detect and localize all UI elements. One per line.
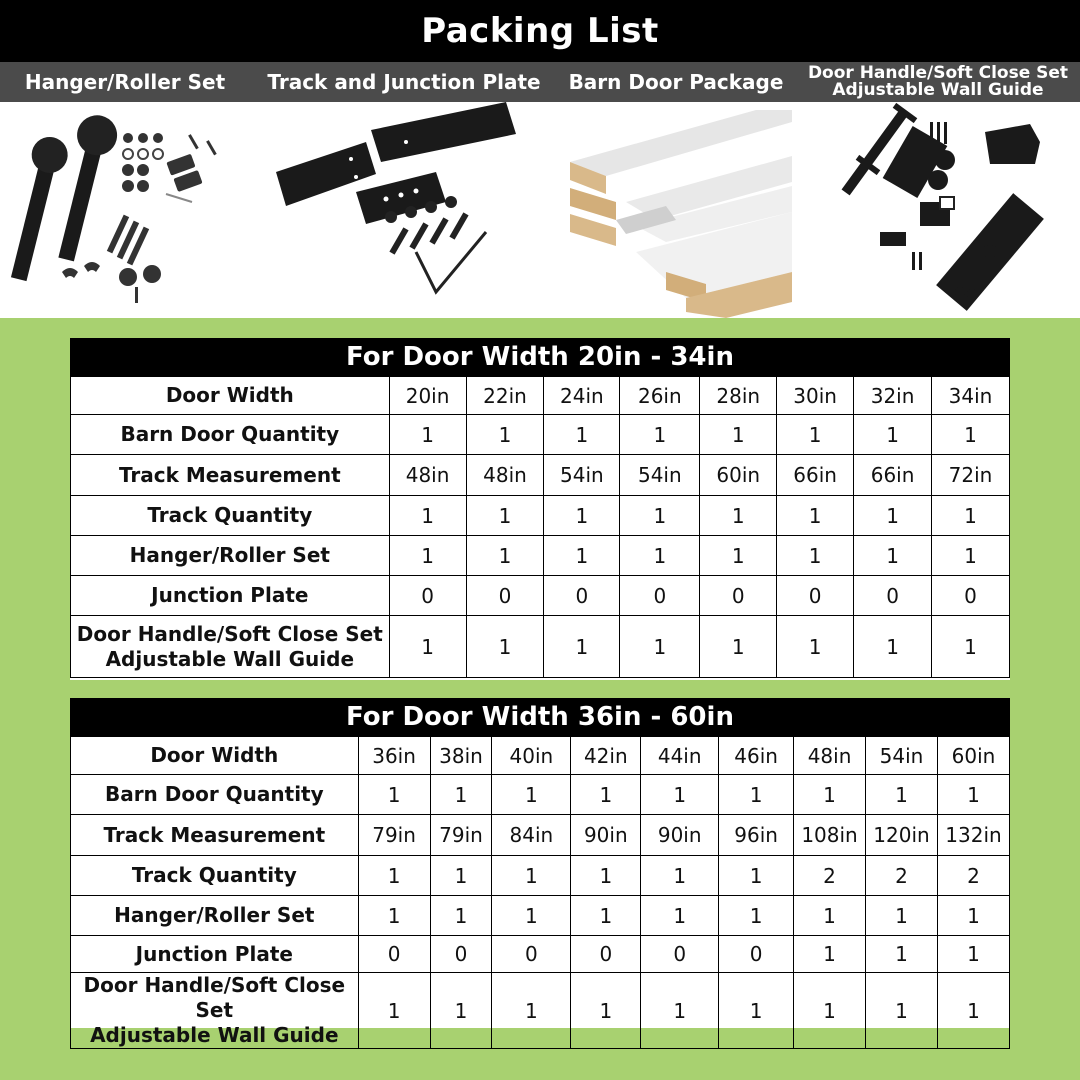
table-cell: 1 [854,616,932,678]
table-cell: 48in [794,737,866,775]
table-cell: 0 [777,576,854,616]
table-cell: 44in [641,737,719,775]
table-cell: 1 [544,536,620,576]
table-cell: 1 [719,775,794,815]
table-cell: 48in [466,455,544,496]
table-cell: 1 [777,415,854,455]
table-cell: 1 [719,973,794,1049]
table-cell: 0 [430,936,492,973]
table-cell: 0 [466,576,544,616]
table-cell: 22in [466,377,544,415]
table-cell: 1 [932,415,1010,455]
table-cell: 108in [794,815,866,856]
table-cell: 1 [389,415,466,455]
table-cell: 1 [700,415,777,455]
handle-soft-close-photo [800,102,1080,318]
table-cell: 1 [571,896,641,936]
table-cell: 1 [866,775,938,815]
row-label [71,775,359,815]
packing-table [70,376,1010,678]
table-cell: 1 [620,415,700,455]
table-cell: 1 [430,973,492,1049]
row-label-text: Door Handle/Soft Close Set [76,621,383,646]
category-handle-line2: Adjustable Wall Guide [832,80,1044,100]
table-row [71,936,1010,973]
row-label-text: Hanger/Roller Set [114,903,315,927]
table-cell: 1 [937,896,1009,936]
table-cell: 1 [854,415,932,455]
table-row [71,496,1010,536]
table-cell: 1 [571,973,641,1049]
table-cell: 0 [389,576,466,616]
table-cell: 1 [932,616,1010,678]
row-label-text: Hanger/Roller Set [129,543,330,567]
table-cell: 0 [700,576,777,616]
table-cell: 54in [866,737,938,775]
table-row [71,616,1010,678]
table-row [71,415,1010,455]
table-cell: 0 [571,936,641,973]
table-cell: 90in [571,815,641,856]
table-cell: 120in [866,815,938,856]
row-label [71,496,390,536]
hanger-roller-set-photo [0,102,250,318]
table-row [71,896,1010,936]
table-cell: 1 [794,896,866,936]
table-cell: 1 [430,775,492,815]
table-cell: 46in [719,737,794,775]
table-cell: 1 [641,856,719,896]
category-track-junction-plate: Track and Junction Plate [267,70,541,94]
table-cell: 1 [466,496,544,536]
row-label-text: Track Quantity [131,863,297,887]
table-cell: 32in [854,377,932,415]
table-cell: 1 [358,973,430,1049]
category-handle-line1: Door Handle/Soft Close Set [807,63,1069,83]
category-handle-soft-close [796,62,1080,102]
table-cell: 1 [932,496,1010,536]
table-cell: 2 [794,856,866,896]
table-cell: 1 [932,536,1010,576]
table-cell: 1 [641,775,719,815]
table-cell: 54in [544,455,620,496]
row-label-text: Track Measurement [118,462,341,487]
table-cell: 1 [389,536,466,576]
table-cell: 1 [544,616,620,678]
table-cell: 1 [358,856,430,896]
table-row [71,536,1010,576]
table-cell: 1 [358,775,430,815]
table-cell: 60in [700,455,777,496]
table-row [71,576,1010,616]
table-cell: 28in [700,377,777,415]
row-label-text-line2: Adjustable Wall Guide [105,646,355,671]
table-cell: 1 [544,415,620,455]
table-cell: 1 [641,896,719,936]
table-cell: 0 [544,576,620,616]
row-label-text: Track Measurement [103,822,326,847]
table-cell: 0 [932,576,1010,616]
row-label-text: Junction Plate [151,583,309,607]
table-heading: For Door Width 20in - 34in [70,338,1010,376]
table-cell: 79in [430,815,492,856]
table-cell: 1 [937,775,1009,815]
table-cell: 1 [866,936,938,973]
row-label-text: Junction Plate [135,941,293,966]
row-label [71,576,390,616]
table-cell: 1 [866,973,938,1049]
row-label-text: Barn Door Quantity [104,782,324,806]
table-cell: 1 [466,616,544,678]
table-cell: 1 [700,616,777,678]
page-title: Packing List [0,0,1080,62]
table-cell: 0 [358,936,430,973]
table-cell: 38in [430,737,492,775]
row-label-text: Door Width [165,383,294,407]
row-label [71,616,390,678]
table-cell: 1 [794,936,866,973]
table-cell: 1 [492,973,571,1049]
row-label [71,455,390,496]
table-cell: 1 [389,616,466,678]
table-cell: 1 [700,496,777,536]
table-row [71,815,1010,856]
table-cell: 1 [777,536,854,576]
table-cell: 0 [492,936,571,973]
table-cell: 1 [866,896,938,936]
row-label [71,973,359,1049]
table-row [71,737,1010,775]
table-cell: 66in [854,455,932,496]
table-cell: 1 [700,536,777,576]
packing-table [70,736,1010,1049]
table-cell: 0 [620,576,700,616]
table-cell: 20in [389,377,466,415]
track-junction-plate-photo [256,102,552,318]
table-cell: 1 [854,536,932,576]
table-cell: 72in [932,455,1010,496]
row-label [71,815,359,856]
table-cell: 1 [794,775,866,815]
table-cell: 1 [719,896,794,936]
table-cell: 1 [777,496,854,536]
row-label [71,896,359,936]
table-cell: 1 [937,936,1009,973]
row-label [71,737,359,775]
table-cell: 1 [492,856,571,896]
row-label [71,377,390,415]
table-cell: 2 [866,856,938,896]
row-label [71,415,390,455]
row-label-text: Barn Door Quantity [120,422,340,446]
row-label-text: Door Width [150,743,279,767]
table-cell: 48in [389,455,466,496]
table-cell: 0 [641,936,719,973]
table-cell: 42in [571,737,641,775]
table-door-width-36-60 [70,698,1010,1047]
table-row [71,775,1010,815]
product-photo-strip [0,102,1080,318]
table-cell: 0 [854,576,932,616]
table-cell: 132in [937,815,1009,856]
table-cell: 1 [466,536,544,576]
table-cell: 66in [777,455,854,496]
table-cell: 0 [719,936,794,973]
table-cell: 1 [544,496,620,536]
table-cell: 1 [854,496,932,536]
table-cell: 84in [492,815,571,856]
table-row [71,455,1010,496]
table-row [71,973,1010,1049]
table-cell: 1 [777,616,854,678]
table-cell: 1 [571,775,641,815]
table-cell: 1 [466,415,544,455]
table-cell: 24in [544,377,620,415]
table-cell: 1 [620,496,700,536]
table-cell: 40in [492,737,571,775]
row-label [71,936,359,973]
table-heading: For Door Width 36in - 60in [70,698,1010,736]
category-barn-door-package: Barn Door Package [568,70,784,94]
table-cell: 79in [358,815,430,856]
table-door-width-20-34 [70,338,1010,680]
row-label-text: Door Handle/Soft Close Set [83,973,346,1022]
table-cell: 2 [937,856,1009,896]
table-cell: 1 [492,896,571,936]
table-cell: 54in [620,455,700,496]
table-cell: 1 [641,973,719,1049]
table-cell: 1 [620,616,700,678]
table-cell: 26in [620,377,700,415]
table-cell: 34in [932,377,1010,415]
row-label-text-line2: Adjustable Wall Guide [90,1023,339,1047]
table-cell: 1 [719,856,794,896]
table-cell: 1 [620,536,700,576]
row-label [71,536,390,576]
table-cell: 1 [430,896,492,936]
table-cell: 1 [358,896,430,936]
table-cell: 1 [492,775,571,815]
category-bar [0,62,1080,102]
table-cell: 1 [937,973,1009,1049]
table-cell: 36in [358,737,430,775]
row-label-text: Track Quantity [147,503,313,527]
barn-door-package-photo [556,102,796,318]
table-row [71,377,1010,415]
table-cell: 1 [389,496,466,536]
table-cell: 1 [430,856,492,896]
table-cell: 60in [937,737,1009,775]
table-cell: 1 [571,856,641,896]
row-label [71,856,359,896]
table-cell: 90in [641,815,719,856]
table-cell: 96in [719,815,794,856]
table-cell: 1 [794,973,866,1049]
category-hanger-roller-set: Hanger/Roller Set [24,70,226,94]
table-row [71,856,1010,896]
table-cell: 30in [777,377,854,415]
